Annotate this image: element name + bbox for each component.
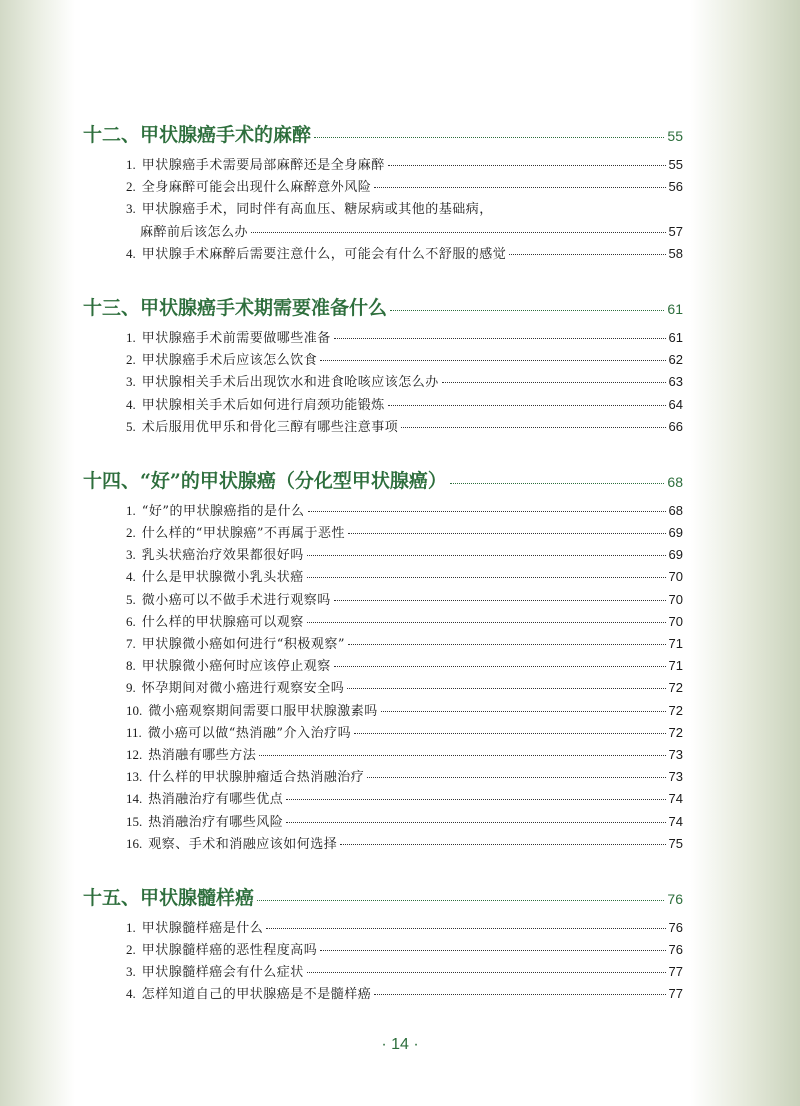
entry-page-number: 72 (668, 724, 683, 740)
entry-page-number: 64 (668, 396, 683, 412)
entry-number: 4. (126, 245, 136, 261)
leader-dots (348, 533, 665, 534)
entry-label: 什么是甲状腺微小乳头状癌 (141, 570, 304, 586)
entry-number: 9. (126, 680, 136, 696)
section-items (83, 327, 683, 438)
entry-label: 甲状腺相关手术后出现饮水和进食呛咳应该怎么办 (141, 375, 439, 391)
entry-page-number: 76 (668, 919, 683, 935)
entry-label: 微小癌可以不做手术进行观察吗 (141, 592, 331, 608)
toc-entry[interactable] (83, 198, 683, 242)
toc-entry[interactable] (83, 349, 683, 371)
toc-entry-line (126, 221, 683, 243)
leader-dots (374, 187, 665, 188)
toc-entry[interactable] (83, 677, 683, 699)
leader-dots (442, 382, 666, 383)
leader-dots (308, 511, 666, 512)
entry-page-number: 63 (668, 374, 683, 390)
entry-label: 什么样的“甲状腺癌”不再属于恶性 (141, 526, 346, 542)
leader-dots (320, 360, 665, 361)
entry-number: 7. (126, 636, 136, 651)
section-title: 十五、甲状腺髓样癌 (83, 886, 255, 909)
entry-number: 2. (126, 179, 136, 195)
toc-section (83, 883, 683, 1006)
entry-label: 甲状腺癌手术，同时伴有高血压、糖尿病或其他的基础病， (141, 202, 493, 218)
toc-section (83, 466, 683, 855)
leader-dots (307, 555, 666, 556)
entry-label: 怀孕期间对微小癌进行观察安全吗 (141, 681, 345, 697)
entry-page-number: 55 (668, 157, 683, 172)
entry-label: 甲状腺癌手术需要局部麻醉还是全身麻醉 (141, 158, 385, 173)
entry-page-number: 69 (668, 547, 683, 563)
leader-dots (450, 483, 665, 484)
toc-entry[interactable] (83, 633, 683, 655)
leader-dots (259, 755, 665, 756)
entry-label: 甲状腺微小癌如何进行“积极观察” (141, 637, 346, 652)
leader-dots (509, 254, 665, 255)
entry-page-number: 69 (668, 525, 683, 541)
toc-section (83, 293, 683, 438)
entry-number: 2. (126, 352, 136, 368)
leader-dots (266, 928, 665, 929)
entry-number: 2. (126, 525, 136, 541)
toc-entry[interactable] (83, 961, 683, 983)
toc-entry[interactable] (83, 917, 683, 939)
entry-number: 6. (126, 613, 136, 629)
toc-entry[interactable] (83, 788, 683, 810)
entry-number: 12. (126, 746, 143, 762)
leader-dots (354, 733, 665, 734)
leader-dots (257, 900, 664, 901)
section-page-number: 61 (667, 300, 683, 317)
entry-page-number: 71 (668, 636, 683, 651)
entry-page-number: 57 (668, 223, 683, 239)
entry-page-number: 61 (668, 329, 683, 345)
entry-label: 甲状腺髓样癌的恶性程度高吗 (141, 943, 318, 959)
section-page-number: 68 (667, 473, 683, 490)
entry-label: 甲状腺癌手术前需要做哪些准备 (141, 330, 331, 346)
section-page-number: 76 (667, 890, 683, 907)
toc-entry[interactable] (83, 939, 683, 961)
entry-label: 微小癌可以做“热消融”介入治疗吗 (147, 725, 352, 741)
leader-dots (307, 577, 666, 578)
entry-number: 1. (126, 502, 136, 518)
entry-number: 2. (126, 942, 136, 958)
entry-label: 甲状腺微小癌何时应该停止观察 (141, 659, 331, 675)
section-items (83, 154, 683, 265)
entry-number: 3. (126, 374, 136, 390)
entry-label: 乳头状癌治疗效果都很好吗 (141, 548, 304, 564)
entry-page-number: 77 (668, 964, 683, 980)
entry-number: 14. (126, 791, 143, 807)
entry-number: 15. (126, 813, 143, 829)
entry-page-number: 74 (668, 791, 683, 807)
toc-entry[interactable] (83, 833, 683, 855)
leader-dots (251, 232, 666, 233)
entry-page-number: 72 (668, 680, 683, 696)
entry-label: 热消融有哪些方法 (148, 747, 257, 763)
leader-dots (334, 666, 666, 667)
toc-entry[interactable] (83, 983, 683, 1005)
leader-dots (367, 777, 665, 778)
entry-page-number: 71 (668, 658, 683, 674)
section-heading[interactable] (83, 883, 683, 913)
entry-page-number: 72 (668, 702, 683, 718)
toc-entry[interactable] (83, 766, 683, 788)
toc-entry[interactable] (83, 744, 683, 766)
toc-entry[interactable] (83, 611, 683, 633)
entry-number: 4. (126, 986, 136, 1002)
toc-entry[interactable] (83, 394, 683, 416)
entry-label: 甲状腺相关手术后如何进行肩颈功能锻炼 (141, 397, 385, 413)
entry-page-number: 66 (668, 418, 683, 434)
entry-label: 热消融治疗有哪些风险 (148, 814, 284, 830)
entry-label: 微小癌观察期间需要口服甲状腺激素吗 (148, 703, 378, 719)
section-heading[interactable] (83, 293, 683, 323)
entry-label: 全身麻醉可能会出现什么麻醉意外风险 (141, 180, 372, 196)
toc-entry[interactable] (83, 811, 683, 833)
section-items (83, 917, 683, 1006)
entry-page-number: 62 (668, 352, 683, 368)
entry-label: 什么样的甲状腺肿瘤适合热消融治疗 (148, 770, 365, 786)
leader-dots (374, 994, 665, 995)
toc-entry[interactable] (83, 566, 683, 588)
entry-label: 甲状腺癌手术后应该怎么饮食 (141, 353, 318, 369)
leader-dots (388, 405, 666, 406)
leader-dots (307, 622, 666, 623)
toc-entry[interactable] (83, 243, 683, 265)
leader-dots (314, 137, 664, 138)
entry-number: 8. (126, 658, 136, 674)
entry-page-number: 73 (668, 746, 683, 762)
entry-number: 1. (126, 919, 136, 935)
toc-entry[interactable] (83, 500, 683, 522)
entry-number: 13. (126, 769, 143, 785)
entry-number: 11. (126, 724, 142, 740)
entry-page-number: 58 (668, 245, 683, 261)
page-number: · 14 · (381, 1036, 419, 1053)
entry-label: 什么样的甲状腺癌可以观察 (141, 614, 304, 630)
section-page-number: 55 (667, 128, 683, 144)
section-heading[interactable] (83, 120, 683, 150)
section-items (83, 500, 683, 855)
toc-entry[interactable] (83, 176, 683, 198)
entry-label: 甲状腺髓样癌是什么 (141, 920, 264, 936)
toc-entry[interactable] (83, 589, 683, 611)
entry-page-number: 74 (668, 813, 683, 829)
entry-page-number: 70 (668, 569, 683, 585)
entry-label: 甲状腺手术麻醉后需要注意什么，可能会有什么不舒服的感觉 (141, 246, 507, 262)
leader-dots (348, 644, 665, 645)
entry-label: 观察、手术和消融应该如何选择 (148, 836, 338, 852)
toc-entry[interactable] (83, 722, 683, 744)
entry-label: 术后服用优甲乐和骨化三醇有哪些注意事项 (141, 419, 399, 435)
entry-label-continued: 麻醉前后该怎么办 (140, 224, 249, 240)
leader-dots (334, 338, 666, 339)
entry-number: 16. (126, 835, 143, 851)
toc-entry[interactable] (83, 416, 683, 438)
leader-dots (347, 688, 665, 689)
leader-dots (286, 799, 665, 800)
toc-entry[interactable] (83, 655, 683, 677)
entry-number: 4. (126, 396, 136, 412)
section-title: 十二、甲状腺癌手术的麻醉 (83, 124, 312, 146)
entry-page-number: 73 (668, 769, 683, 785)
entry-number: 10. (126, 702, 143, 718)
leader-dots (340, 844, 665, 845)
table-of-contents (83, 120, 683, 1034)
entry-number: 3. (126, 201, 136, 217)
entry-page-number: 77 (668, 986, 683, 1002)
entry-page-number: 70 (668, 613, 683, 629)
leader-dots (307, 972, 666, 973)
toc-entry[interactable] (83, 522, 683, 544)
toc-section (83, 120, 683, 265)
entry-page-number: 70 (668, 591, 683, 607)
entry-page-number: 68 (668, 502, 683, 518)
toc-entry[interactable] (83, 700, 683, 722)
entry-number: 5. (126, 418, 136, 434)
entry-label: “好”的甲状腺癌指的是什么 (141, 503, 305, 519)
leader-dots (390, 310, 664, 311)
entry-page-number: 75 (668, 835, 683, 851)
entry-number: 1. (126, 329, 136, 345)
toc-entry-line (126, 198, 683, 220)
entry-number: 3. (126, 964, 136, 980)
entry-number: 4. (126, 569, 136, 585)
leader-dots (286, 822, 665, 823)
leader-dots (334, 600, 666, 601)
leader-dots (388, 165, 666, 166)
entry-number: 3. (126, 547, 136, 563)
entry-page-number: 76 (668, 942, 683, 958)
section-title: 十三、甲状腺癌手术期需要准备什么 (83, 296, 388, 319)
toc-entry[interactable] (83, 327, 683, 349)
toc-entry[interactable] (83, 544, 683, 566)
entry-label: 热消融治疗有哪些优点 (148, 792, 284, 808)
entry-label: 怎样知道自己的甲状腺癌是不是髓样癌 (141, 987, 372, 1003)
leader-dots (381, 711, 666, 712)
section-title: 十四、“好”的甲状腺癌（分化型甲状腺癌） (83, 469, 447, 492)
toc-entry[interactable] (83, 154, 683, 176)
section-heading[interactable] (83, 466, 683, 496)
entry-number: 5. (126, 591, 136, 607)
toc-entry[interactable] (83, 371, 683, 393)
leader-dots (401, 427, 665, 428)
entry-page-number: 56 (668, 179, 683, 195)
entry-number: 1. (126, 157, 136, 172)
leader-dots (320, 950, 665, 951)
entry-label: 甲状腺髓样癌会有什么症状 (141, 965, 304, 981)
